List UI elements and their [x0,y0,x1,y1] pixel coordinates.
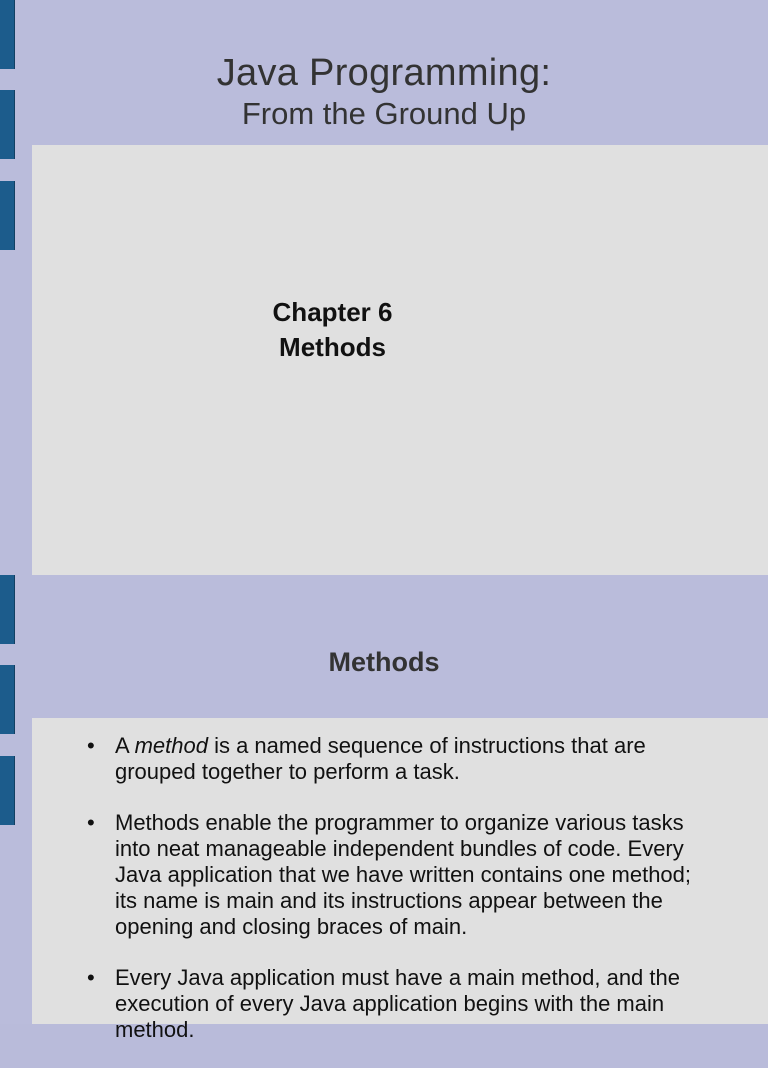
sidebar-accent-bar [0,181,15,250]
chapter-heading [0,295,665,365]
bullet-icon: • [87,733,95,758]
slide-title: Methods [328,647,440,677]
list-item: • A method is a named sequence of instructions that are grouped together to perform a task. [87,733,646,784]
slide-title: Java Programming: [216,52,552,94]
bullet-list [82,733,718,1068]
chapter-number: Chapter 6 [272,297,393,327]
bullet-icon: • [87,810,95,835]
sidebar-accent-bar [0,575,15,644]
sidebar-accent-bar [0,756,15,825]
list-item: • Methods enable the programmer to organize various tasks into neat manageable independent bundles of code. Every Java application that we have written contains one method; its name is main and its instructions appear between the opening and closing braces of main. [87,810,692,939]
list-item: • Every Java application must have a main method, and the execution of every Java application begins with the main method. [87,965,680,1042]
emphasis-term: method [134,733,208,758]
content-slide [0,575,768,1042]
chapter-title: Methods [279,332,386,362]
bullet-icon: • [87,965,95,990]
slide-subtitle: From the Ground Up [241,96,527,131]
content-box [32,718,768,1042]
